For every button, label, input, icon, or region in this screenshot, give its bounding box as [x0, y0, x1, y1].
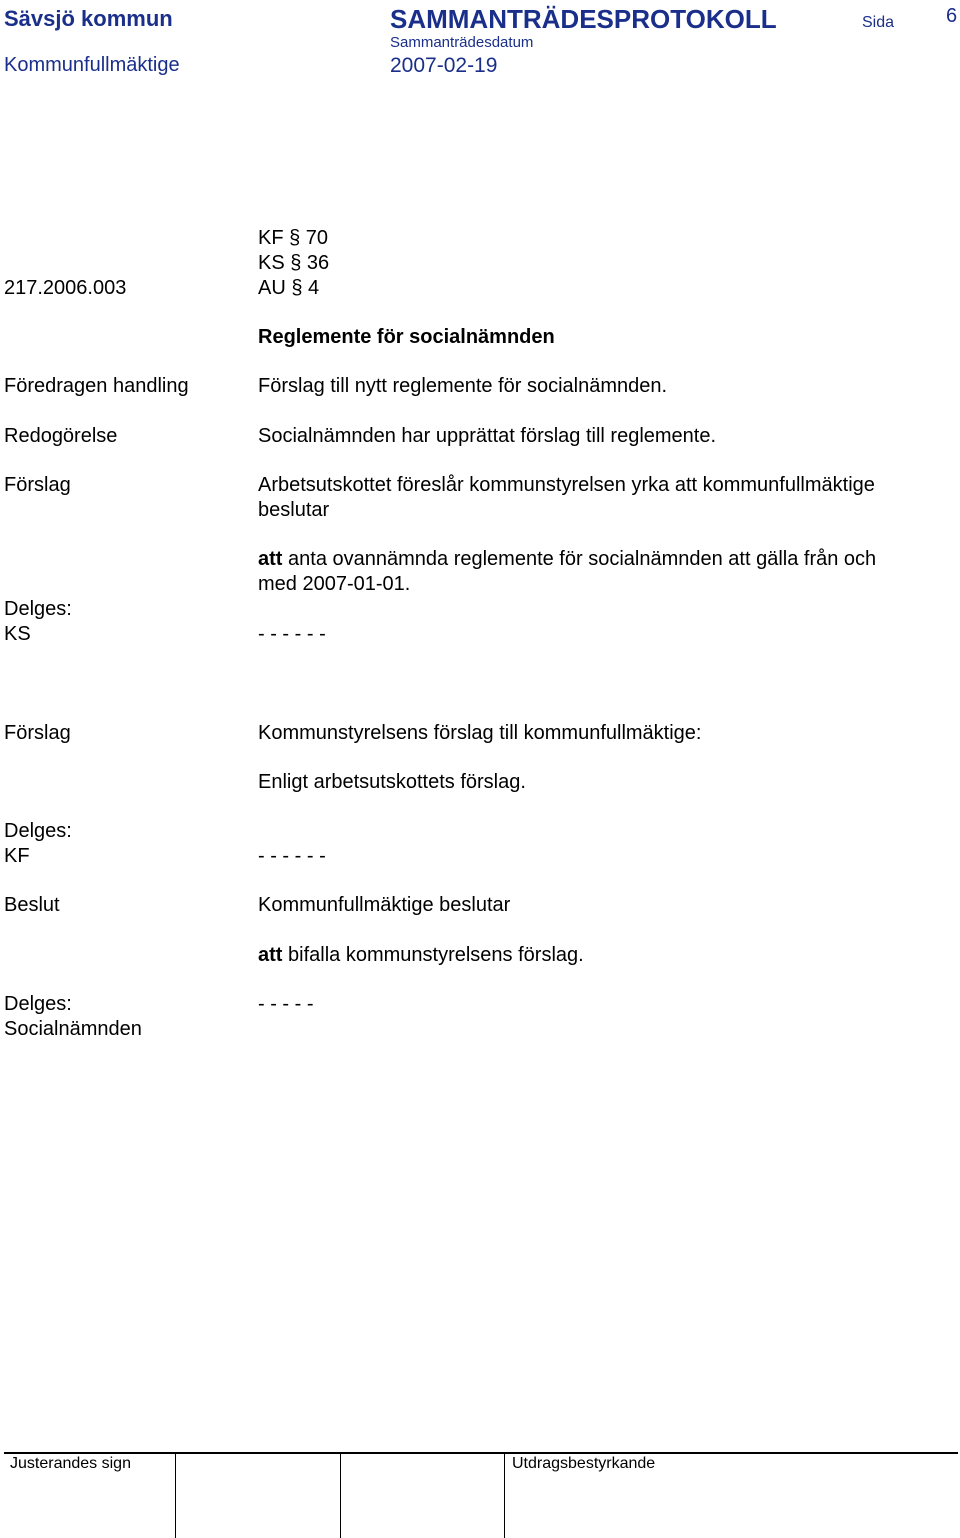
footer-column-divider [175, 1453, 176, 1538]
foredragen-text: Förslag till nytt reglemente för socialnämnden. [258, 375, 668, 397]
att-keyword: att [258, 548, 283, 570]
forslag-label: Förslag [4, 474, 71, 496]
forslag-text-line1: Arbetsutskottet föreslår kommunstyrelsen yrka att kommunfullmäktige [258, 474, 875, 496]
separator-dashes: - - - - - [258, 993, 314, 1015]
delges-label: Delges: [4, 993, 72, 1015]
ref-kf: KF § 70 [258, 227, 329, 249]
beslut-att-text: bifalla kommunstyrelsens förslag. [282, 944, 584, 966]
diarienummer: 217.2006.003 [4, 277, 127, 299]
page-label: Sida [862, 14, 895, 31]
att-clause-line2: med 2007-01-01. [258, 573, 411, 595]
forslag-text-line2: beslutar [258, 499, 330, 521]
delges-recipient: Socialnämnden [4, 1018, 142, 1040]
delges-recipient: KS [4, 623, 31, 645]
separator-dashes: - - - - - - [258, 845, 326, 867]
footer-column-divider [340, 1453, 341, 1538]
utdragsbestyrkande-label: Utdragsbestyrkande [512, 1455, 656, 1472]
foredragen-label: Föredragen handling [4, 375, 189, 397]
redogorelse-text: Socialnämnden har upprättat förslag till reglemente. [258, 425, 717, 447]
delges-label: Delges: [4, 598, 72, 620]
att-keyword: att [258, 944, 283, 966]
beslut-att-clause [258, 945, 584, 965]
footer-column-divider [504, 1453, 505, 1538]
justerandes-sign-label: Justerandes sign [10, 1455, 131, 1472]
delges-recipient: KF [4, 845, 30, 867]
ks-forslag-decision: Enligt arbetsutskottets förslag. [258, 771, 526, 793]
separator-dashes: - - - - - - [258, 623, 326, 645]
beslut-label: Beslut [4, 894, 60, 916]
meeting-date-label: Sammanträdesdatum [390, 34, 534, 51]
organization-name: Sävsjö kommun [4, 6, 173, 31]
document-title: SAMMANTRÄDESPROTOKOLL [390, 4, 777, 34]
forslag-label: Förslag [4, 722, 71, 744]
ks-forslag-text: Kommunstyrelsens förslag till kommunfullmäktige: [258, 722, 702, 744]
ref-ks: KS § 36 [258, 252, 330, 274]
redogorelse-label: Redogörelse [4, 425, 118, 447]
meeting-date: 2007-02-19 [390, 54, 498, 77]
att-clause-line1 [258, 549, 876, 569]
section-heading: Reglemente för socialnämnden [258, 326, 555, 348]
delges-label: Delges: [4, 820, 72, 842]
ref-au: AU § 4 [258, 277, 320, 299]
page-number: 6 [946, 5, 958, 27]
att-clause-text: anta ovannämnda reglemente för socialnämnden att gälla från och [282, 548, 877, 570]
governing-body: Kommunfullmäktige [4, 54, 180, 76]
beslut-text: Kommunfullmäktige beslutar [258, 894, 511, 916]
footer-divider [4, 1452, 958, 1454]
